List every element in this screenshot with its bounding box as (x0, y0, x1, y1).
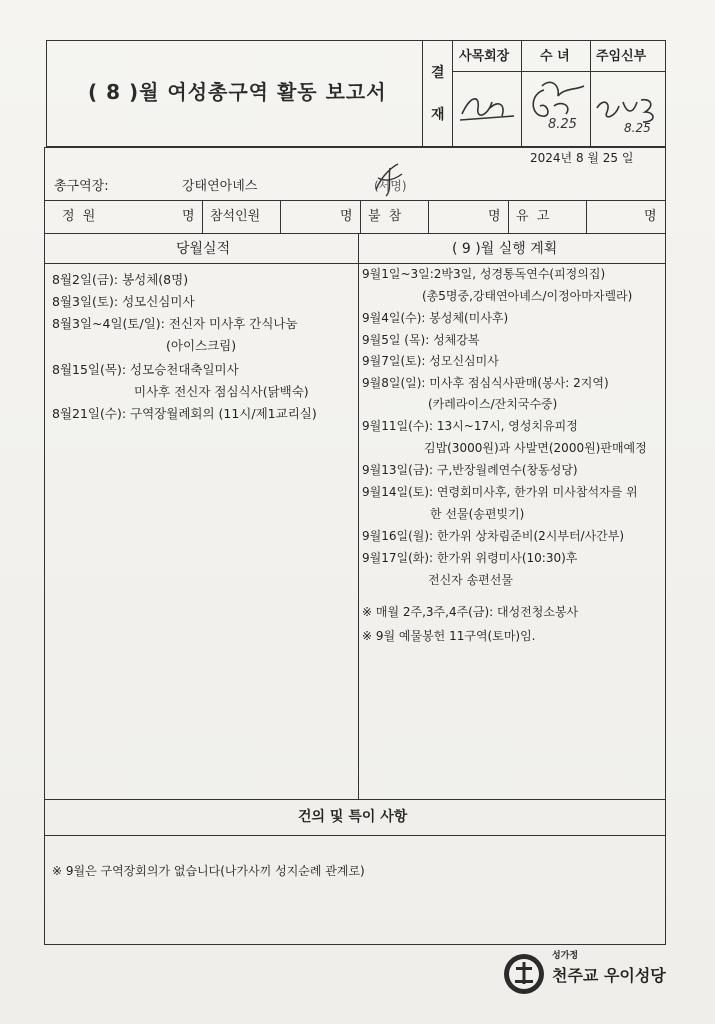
section-header-line (44, 263, 666, 264)
attendance-div-4 (428, 200, 429, 233)
section-center-divider (358, 233, 359, 799)
absent-label: 불 참 (368, 209, 404, 224)
report-date: 2024년 8 월 25 일 (530, 151, 634, 165)
leader-signature (368, 160, 408, 200)
plan-item: 김밥(3000원)과 사발면(2000원)판매예정 (424, 441, 647, 455)
result-item: 8월3일(토): 성모신심미사 (52, 294, 195, 309)
plan-item: 9월7일(토): 성모신심미사 (362, 354, 499, 368)
members-label: 정 원 (62, 209, 98, 224)
absent-unit: 명 (488, 209, 501, 224)
plan-item: 9월17일(화): 한가위 위령미사(10:30)후 (362, 551, 578, 565)
plan-item: 9월14일(토): 연령회미사후, 한가위 미사참석자를 위 (362, 485, 638, 499)
approval-col-1 (521, 40, 522, 147)
plan-item: 9월4일(수): 봉성체(미사후) (362, 311, 509, 325)
members-unit: 명 (182, 209, 195, 224)
approval-label-bottom: 재 (431, 107, 445, 123)
excused-unit: 명 (644, 209, 657, 224)
notes-header-line (44, 835, 666, 836)
excused-label: 유 고 (516, 209, 552, 224)
notes-header: 건의 및 특이 사항 (298, 809, 408, 825)
plan-item: 9월8일(일): 미사후 점심식사판매(봉사: 2지역) (362, 376, 609, 390)
result-item: 8월2일(금): 봉성체(8명) (52, 272, 189, 287)
signature-pastoral-president (458, 86, 518, 130)
notes-text: ※ 9월은 구역장회의가 없습니다(나가사끼 성지순례 관계로) (52, 864, 365, 878)
plan-item: 9월1일~3일:2박3일, 성경통독연수(피정의집) (362, 267, 606, 281)
footer-org-small: 성가정 (552, 951, 579, 961)
approval-header-line (452, 71, 666, 72)
plan-item: ※ 매월 2주,3주,4주(금): 대성전청소봉사 (362, 605, 579, 619)
attendance-div-6 (586, 200, 587, 233)
attendance-div-2 (280, 200, 281, 233)
parish-seal-icon (502, 952, 546, 996)
approver-pastor: 주임신부 (596, 49, 647, 64)
signature-sister-date: 8.25 (548, 117, 577, 132)
attendance-bottom-line (44, 233, 666, 234)
approval-inner-divider (452, 40, 453, 147)
approval-divider (422, 40, 423, 147)
attendance-div-3 (360, 200, 361, 233)
plan-item: 전신자 송편선물 (428, 573, 513, 587)
approver-sister: 수 녀 (540, 49, 570, 64)
plan-item: 9월11일(수): 13시~17시, 영성치유피정 (362, 419, 578, 433)
plan-item: (총5명중,강태연아녜스/이정아마자렐라) (422, 289, 633, 303)
attendance-div-5 (508, 200, 509, 233)
result-item: 8월3일~4일(토/일): 전신자 미사후 간식나눔 (52, 316, 298, 331)
plan-item: 한 선물(송편빚기) (430, 507, 525, 521)
leader-label: 총구역장: (54, 179, 109, 194)
approver-pastoral-president: 사목회장 (459, 49, 510, 64)
attendance-div-1 (202, 200, 203, 233)
present-label: 참석인원 (210, 209, 261, 224)
plan-item: 9월13일(금): 구,반장월례연수(창동성당) (362, 463, 578, 477)
approval-label-top: 결 (431, 65, 445, 81)
leader-name: 강태연아녜스 (182, 179, 258, 194)
approval-col-2 (590, 40, 591, 147)
attendance-top-line (44, 200, 666, 201)
leader-sign-label: (서명) (374, 179, 407, 193)
plan-item: 9월5일 (목): 성체강복 (362, 333, 480, 347)
result-item: 8월21일(수): 구역장월례회의 (11시/제1교리실) (52, 406, 317, 421)
signature-pastor-date: 8.25 (624, 121, 651, 135)
report-title: ( 8 )월 여성총구역 활동 보고서 (88, 80, 387, 104)
next-month-plan-header: ( 9 )월 실행 계획 (452, 241, 558, 257)
plan-item: 9월16일(월): 한가위 상차림준비(2시부터/사간부) (362, 529, 625, 543)
footer-org-name: 천주교 우이성당 (552, 966, 666, 985)
plan-item: (카레라이스/잔치국수중) (428, 397, 558, 411)
result-item: (아이스크림) (166, 338, 237, 353)
present-unit: 명 (340, 209, 353, 224)
result-item: 8월15일(목): 성모승천대축일미사 (52, 362, 239, 377)
plan-item: ※ 9월 예물봉헌 11구역(토마)임. (362, 629, 536, 643)
monthly-results-header: 당월실적 (176, 241, 231, 257)
result-item: 미사후 전신자 점심식사(닭백숙) (134, 384, 309, 399)
notes-top-line (44, 799, 666, 800)
